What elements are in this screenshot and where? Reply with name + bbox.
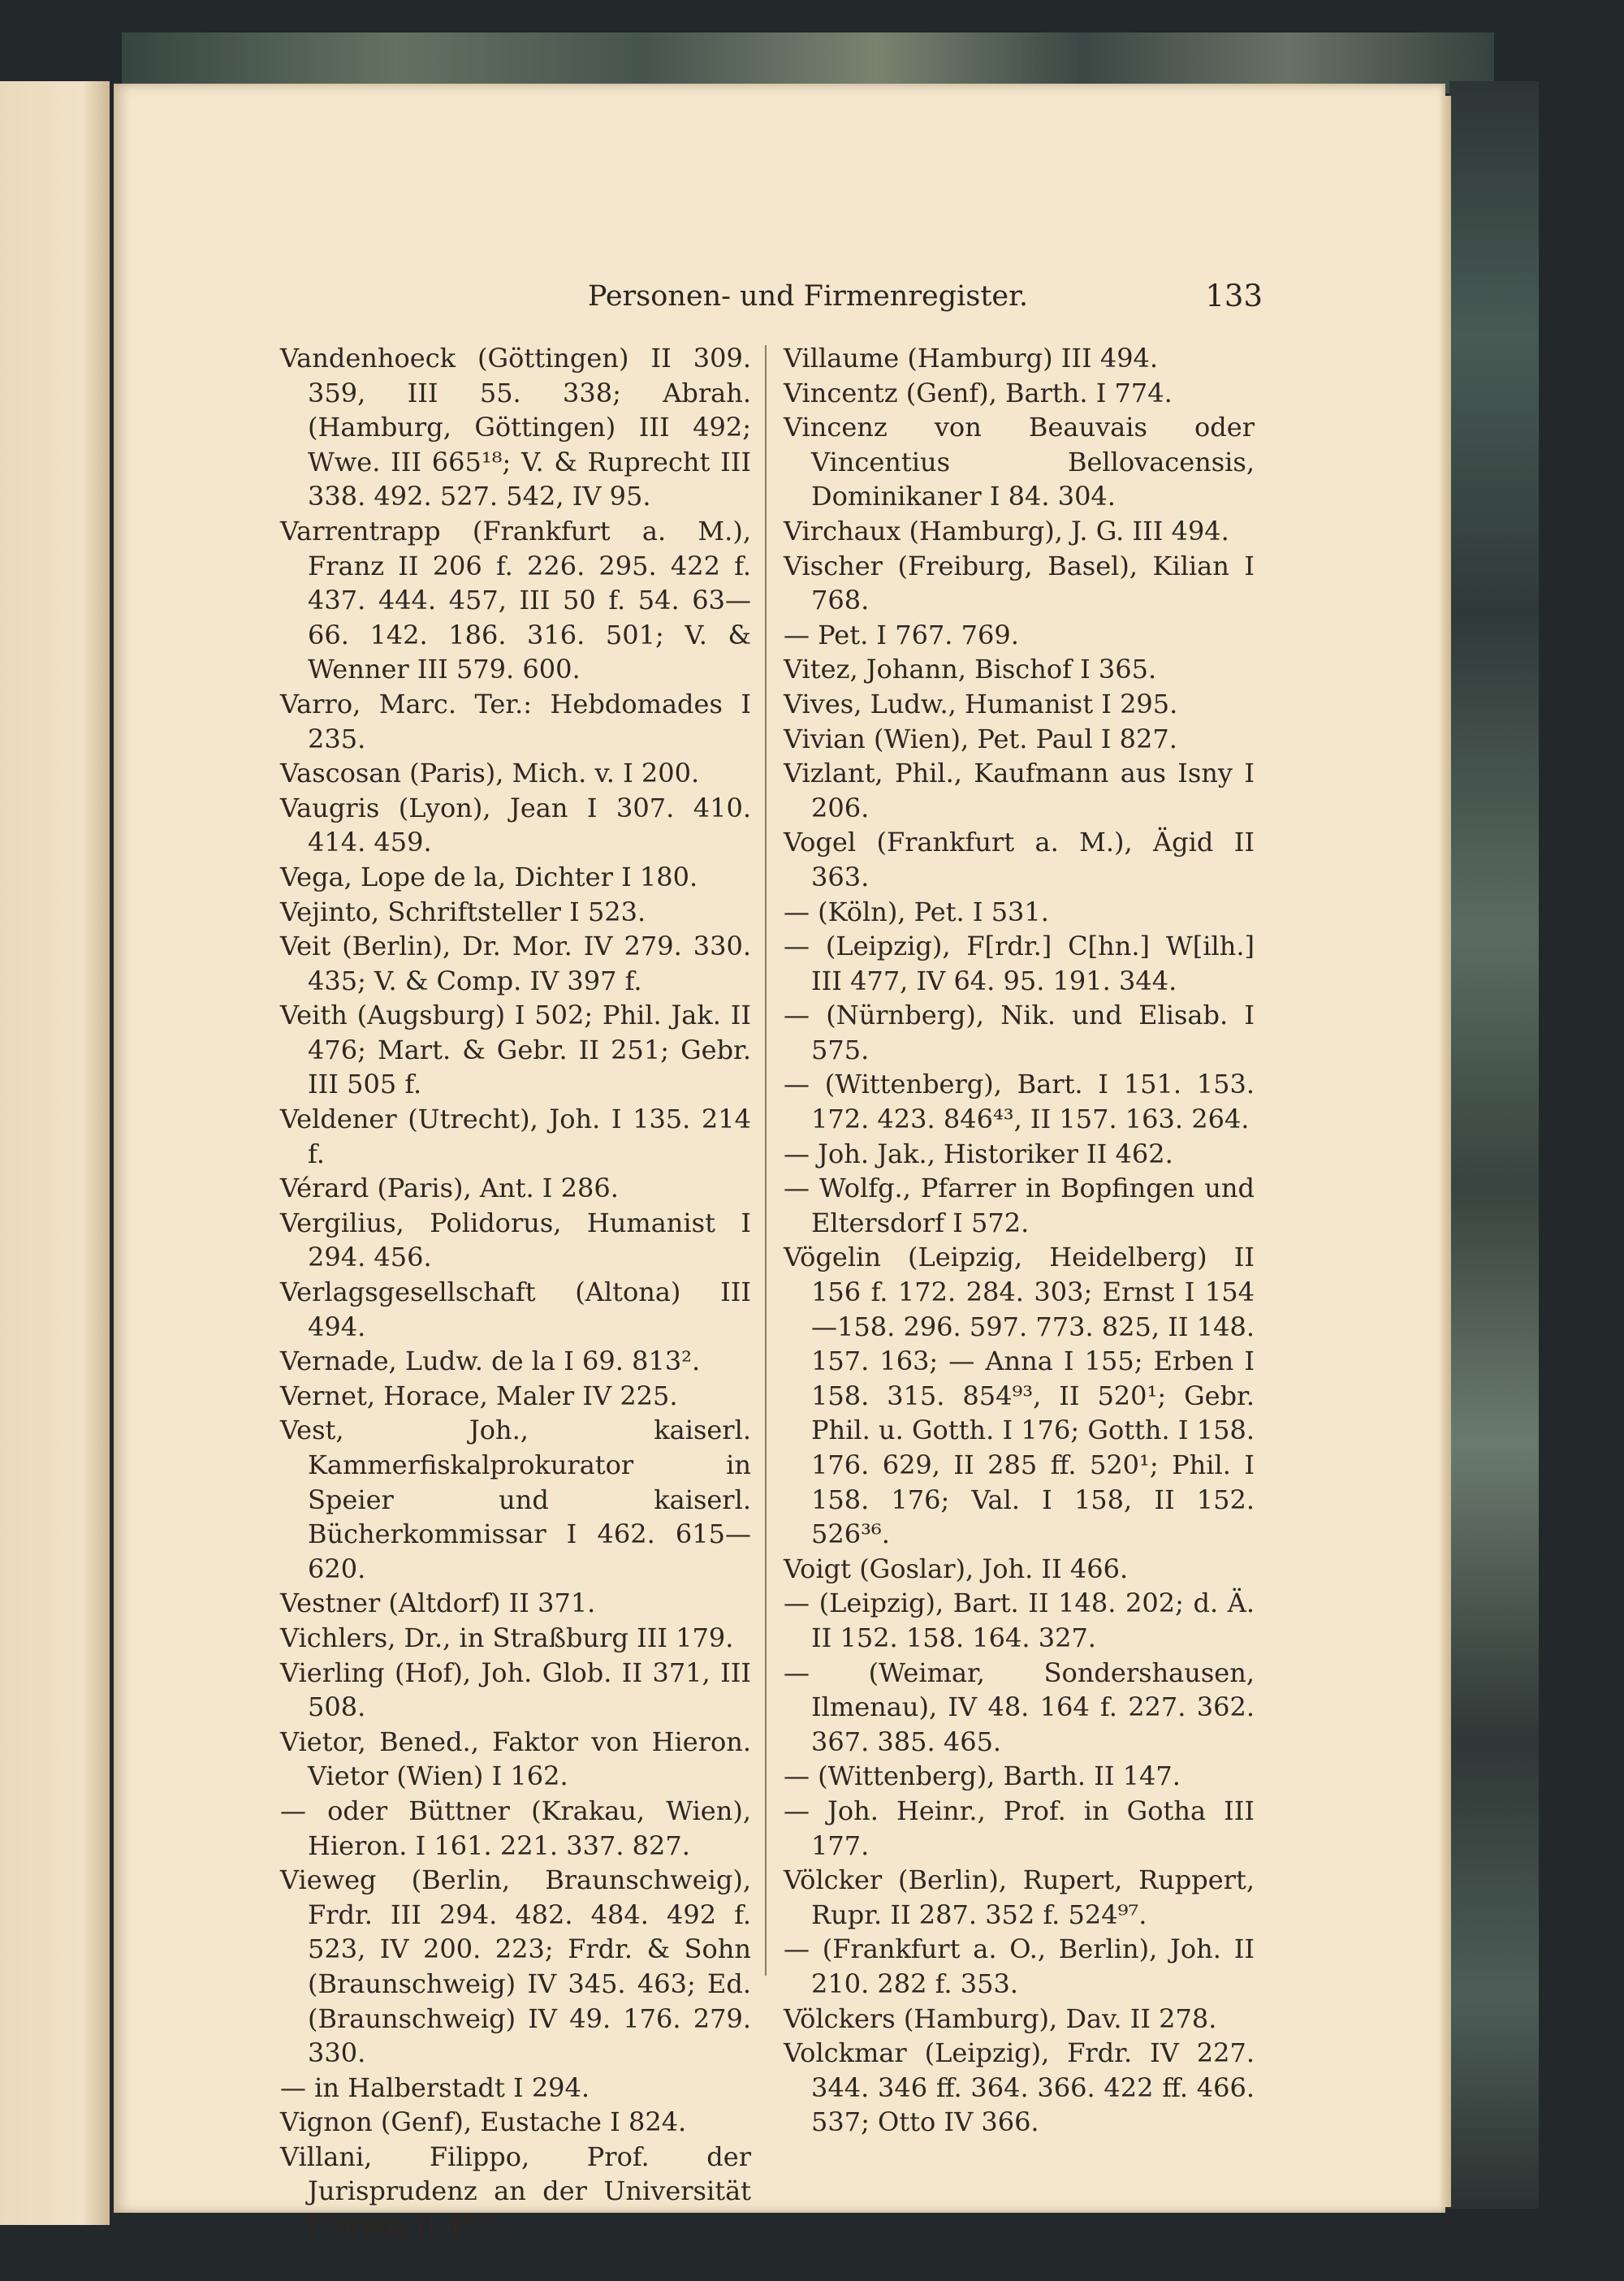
register-column-left (280, 341, 751, 2242)
register-entry: — in Halberstadt I 294. (280, 2071, 590, 2103)
register-entry: Varro, Marc. Ter.: Hebdomades I 235. (280, 688, 751, 754)
register-entry: Verlagsgesellschaft (Altona) III 494. (280, 1277, 751, 1342)
register-entry: Vichlers, Dr., in Straßburg III 179. (280, 1622, 734, 1653)
register-entry: — (Leipzig), F[rdr.] C[hn.] W[ilh.] III 477, IV 64. 95. 191. 344. (784, 931, 1255, 996)
page-stack-edge (1441, 96, 1451, 2207)
register-entry: Vergilius, Polidorus, Humanist I 294. 456. (280, 1207, 751, 1273)
register-entry: — (Wittenberg), Barth. II 147. (784, 1760, 1181, 1792)
marbled-cover-right (1449, 81, 1539, 2209)
register-entry: Veit (Berlin), Dr. Mor. IV 279. 330. 435; V. & Comp. IV 397 f. (280, 931, 751, 996)
register-entry: — (Frankfurt a. O., Berlin), Joh. II 210. 282 f. 353. (784, 1933, 1255, 1999)
facing-page-edge (0, 81, 110, 2225)
register-entry: — (Leipzig), Bart. II 148. 202; d. Ä. II 152. 158. 164. 327. (784, 1588, 1255, 1653)
running-title: Personen- und Firmenregister. (587, 280, 1029, 313)
register-entry: Vogel (Frankfurt a. M.), Ägid II 363. (784, 827, 1255, 892)
register-entry: Vérard (Paris), Ant. I 286. (280, 1173, 619, 1204)
register-entry: — Joh. Jak., Historiker II 462. (784, 1138, 1173, 1169)
register-entry: Vincenz von Beauvais oder Vincentius Bellovacensis, Dominikaner I 84. 304. (784, 412, 1255, 512)
register-entry: — (Köln), Pet. I 531. (784, 896, 1049, 927)
register-entry: Vascosan (Paris), Mich. v. I 200. (280, 758, 700, 789)
register-entry: Vischer (Freiburg, Basel), Kilian I 768. (784, 550, 1255, 616)
register-entry: Völcker (Berlin), Rupert, Ruppert, Rupr. II 287. 352 f. 524⁹⁷. (784, 1864, 1255, 1930)
register-entry: Villaume (Hamburg) III 494. (784, 343, 1159, 374)
register-entry: Volckmar (Leipzig), Frdr. IV 227. 344. 346 ff. 364. 366. 422 ff. 466. 537; Otto IV 366. (784, 2037, 1255, 2138)
register-entry: Vives, Ludw., Humanist I 295. (784, 688, 1178, 719)
register-entry: — Pet. I 767. 769. (784, 619, 1019, 650)
register-entry: Vejinto, Schriftsteller I 523. (280, 896, 646, 927)
register-entry: Vega, Lope de la, Dichter I 180. (280, 861, 698, 892)
register-entry: Vizlant, Phil., Kaufmann aus Isny I 206. (784, 758, 1255, 823)
register-entry: Vietor, Bened., Faktor von Hieron. Vietor (Wien) I 162. (280, 1726, 751, 1792)
register-entry: Vögelin (Leipzig, Heidelberg) II 156 f. 172. 284. 303; Ernst I 154—158. 296. 597. 773. 825, II 148. 157. 163; — Anna I 155; Erben I 158. 315. 854⁹³, II 520¹; Gebr. Phil. u. Gotth. I 176; Gotth. I 158. 176. 629, II 285 ff. 520¹; Phil. I 158. 176; Val. I 158, II 152. 526³⁶. (784, 1242, 1255, 1550)
register-entry: — (Nürnberg), Nik. und Elisab. I 575. (784, 1000, 1255, 1065)
column-divider (765, 345, 767, 1976)
register-entry: Vernet, Horace, Maler IV 225. (280, 1380, 678, 1411)
register-entry: Varrentrapp (Frankfurt a. M.), Franz II 206 f. 226. 295. 422 f. 437. 444. 457, III 50 f. 54. 63—66. 142. 186. 316. 501; V. & Wenner III 579. 600. (280, 515, 751, 685)
register-entry: Vaugris (Lyon), Jean I 307. 410. 414. 459. (280, 792, 751, 858)
register-entry: — (Wittenberg), Bart. I 151. 153. 172. 423. 846⁴³, II 157. 163. 264. (784, 1069, 1255, 1135)
register-entry: Völckers (Hamburg), Dav. II 278. (784, 2002, 1217, 2034)
register-entry: Virchaux (Hamburg), J. G. III 494. (784, 515, 1229, 546)
register-entry: Vestner (Altdorf) II 371. (280, 1588, 596, 1619)
register-entry: — (Weimar, Sondershausen, Ilmenau), IV 48. 164 f. 227. 362. 367. 385. 465. (784, 1657, 1255, 1757)
register-entry: Veith (Augsburg) I 502; Phil. Jak. II 476; Mart. & Gebr. II 251; Gebr. III 505 f. (280, 1000, 751, 1100)
register-entry: Vandenhoeck (Göttingen) II 309. 359, III 55. 338; Abrah. (Hamburg, Göttingen) III 492; Wwe. III 665¹⁸; V. & Ruprecht III 338. 492. 527. 542, IV 95. (280, 343, 751, 512)
register-entry: Voigt (Goslar), Joh. II 466. (784, 1553, 1129, 1584)
register-entry: Vest, Joh., kaiserl. Kammerfiskalprokurator in Speier und kaiserl. Bücherkommissar I 462. 615—620. (280, 1415, 751, 1584)
register-entry: — oder Büttner (Krakau, Wien), Hieron. I 161. 221. 337. 827. (280, 1795, 751, 1861)
page-number: 133 (1205, 279, 1263, 313)
register-entry: Vernade, Ludw. de la I 69. 813². (280, 1346, 701, 1377)
register-entry: Vincentz (Genf), Barth. I 774. (784, 377, 1173, 408)
register-entry: Vierling (Hof), Joh. Glob. II 371, III 508. (280, 1657, 751, 1723)
register-entry: Vitez, Johann, Bischof I 365. (784, 654, 1157, 685)
register-entry: Veldener (Utrecht), Joh. I 135. 214 f. (280, 1104, 751, 1169)
register-entry: — Joh. Heinr., Prof. in Gotha III 177. (784, 1795, 1255, 1861)
register-entry: Vignon (Genf), Eustache I 824. (280, 2106, 687, 2138)
register-entry: Vivian (Wien), Pet. Paul I 827. (784, 723, 1177, 754)
running-header (114, 280, 1445, 329)
register-entry: Vieweg (Berlin, Braunschweig), Frdr. III 294. 482. 484. 492 f. 523, IV 200. 223; Frdr. & Sohn (Braunschweig) IV 345. 463; Ed. (Braunschweig) IV 49. 176. 279. 330. (280, 1864, 751, 2069)
register-entry: Villani, Filippo, Prof. der Jurisprudenz an der Universität Florenz II 453. (280, 2141, 751, 2242)
register-column-right (784, 341, 1255, 2138)
register-entry: — Wolfg., Pfarrer in Bopfingen und Eltersdorf I 572. (784, 1173, 1255, 1238)
